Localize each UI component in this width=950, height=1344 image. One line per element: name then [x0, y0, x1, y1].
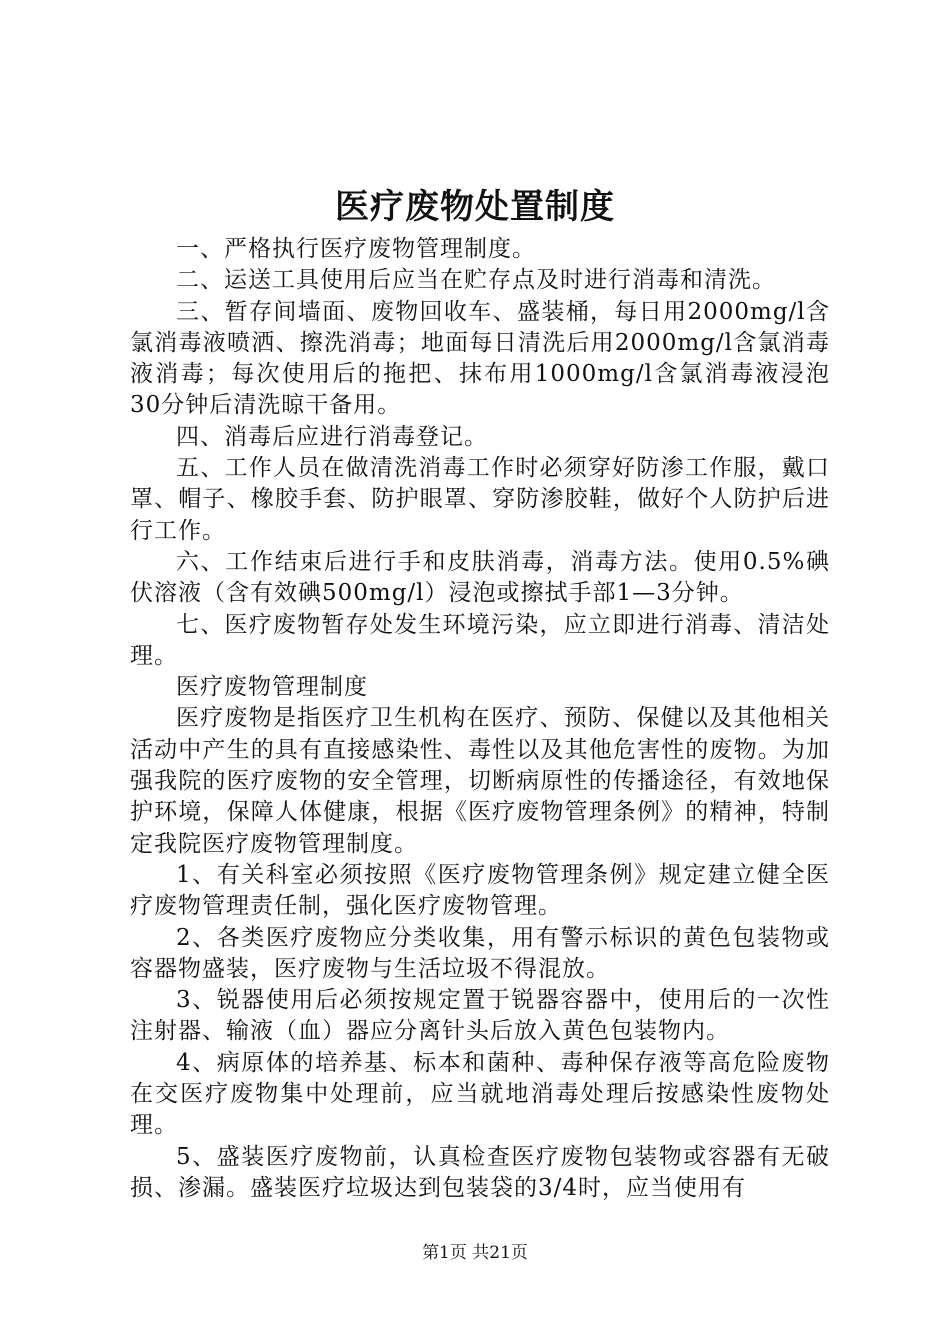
paragraph: 1、有关科室必须按照《医疗废物管理条例》规定建立健全医疗废物管理责任制，强化医疗废物管理。 [130, 861, 830, 920]
document-title: 医疗废物处置制度 [335, 187, 615, 227]
paragraph: 五、工作人员在做清洗消毒工作时必须穿好防渗工作服，戴口罩、帽子、橡胶手套、防护眼罩、穿防渗胶鞋，做好个人防护后进行工作。 [130, 455, 830, 544]
paragraph: 六、工作结束后进行手和皮肤消毒，消毒方法。使用0.5%碘伏溶液（含有效碘500mg/l）浸泡或擦拭手部1—3分钟。 [130, 548, 830, 607]
paragraph: 2、各类医疗废物应分类收集，用有警示标识的黄色包装物或容器物盛装，医疗废物与生活垃圾不得混放。 [130, 924, 830, 982]
document-body [130, 234, 830, 1204]
paragraph: 二、运送工具使用后应当在贮存点及时进行消毒和清洗。 [176, 267, 776, 294]
paragraph: 3、锐器使用后必须按规定置于锐器容器中，使用后的一次性注射器、输液（血）器应分离针头后放入黄色包装物内。 [130, 987, 830, 1045]
paragraph: 5、盛装医疗废物前，认真检查医疗废物包装物或容器有无破损、渗漏。盛装医疗垃圾达到包装袋的3/4时，应当使用有 [130, 1143, 830, 1201]
paragraph: 七、医疗废物暂存处发生环境污染，应立即进行消毒、清洁处理。 [130, 611, 830, 669]
section-heading: 医疗废物管理制度 [176, 674, 368, 701]
paragraph: 三、暂存间墙面、废物回收车、盛装桶，每日用2000mg/l含氯消毒液喷洒、擦洗消毒；地面每日清洗后用2000mg/l含氯消毒液消毒；每次使用后的拖把、抹布用1000mg/l含氯消毒液浸泡30分钟后清洗晾干备用。 [130, 298, 830, 419]
page-number-footer: 第1页 共21页 [422, 1243, 528, 1263]
paragraph: 四、消毒后应进行消毒登记。 [176, 423, 488, 450]
paragraph: 一、严格执行医疗废物管理制度。 [176, 236, 536, 262]
paragraph: 4、病原体的培养基、标本和菌种、毒种保存液等高危险废物在交医疗废物集中处理前，应当就地消毒处理后按感染性废物处理。 [130, 1049, 830, 1139]
paragraph: 医疗废物是指医疗卫生机构在医疗、预防、保健以及其他相关活动中产生的具有直接感染性、毒性以及其他危害性的废物。为加强我院的医疗废物的安全管理，切断病原性的传播途径，有效地保护环境，保障人体健康，根据《医疗废物管理条例》的精神，特制定我院医疗废物管理制度。 [130, 705, 830, 857]
